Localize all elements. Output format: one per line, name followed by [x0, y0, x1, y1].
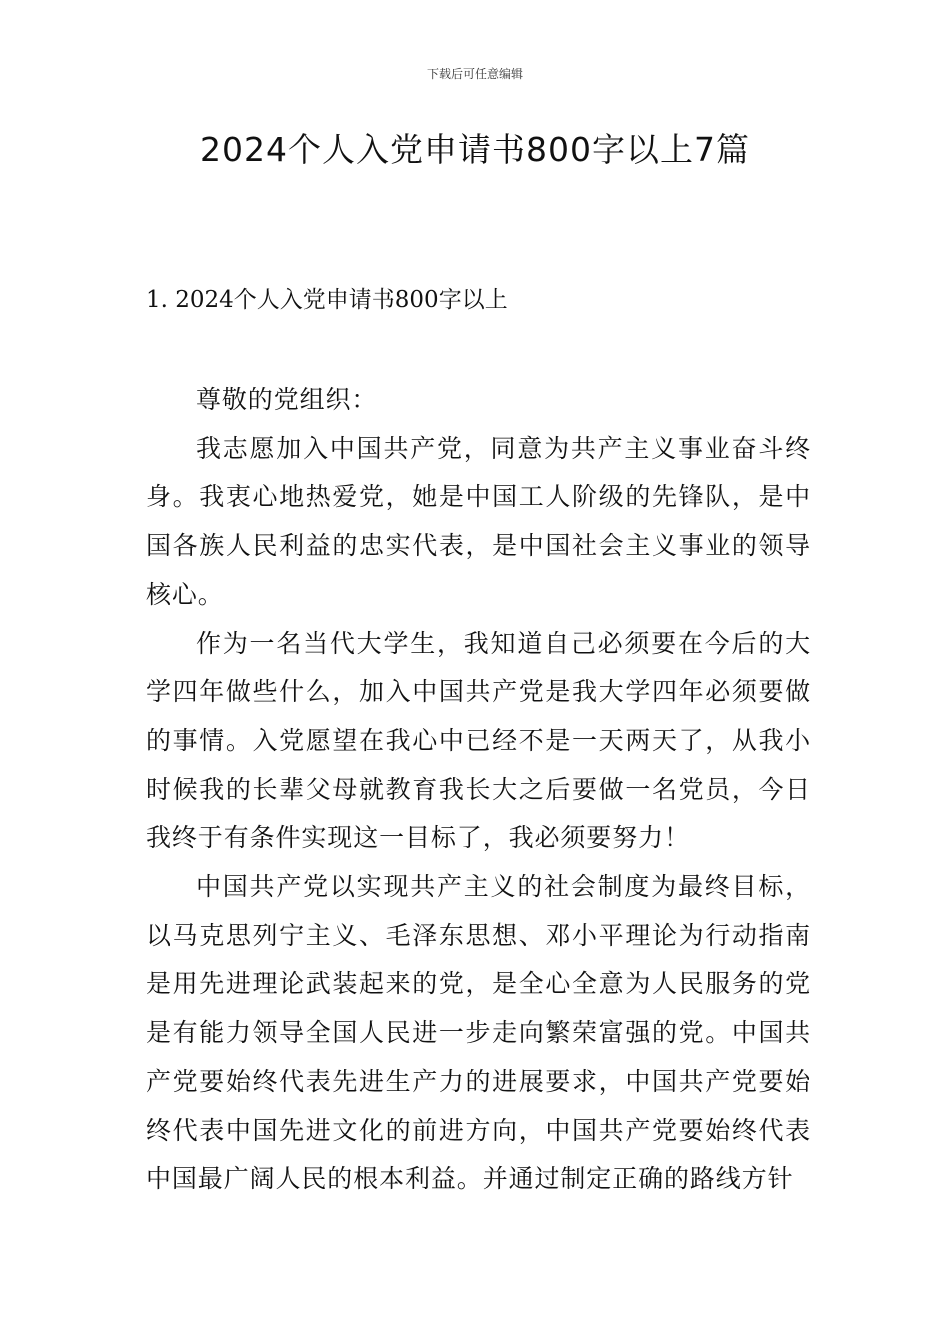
letter-body — [146, 376, 811, 1204]
paragraph-1: 我志愿加入中国共产党，同意为共产主义事业奋斗终身。我衷心地热爱党，她是中国工人阶级的先锋队，是中国各族人民利益的忠实代表，是中国社会主义事业的领导核心。 — [146, 433, 811, 609]
document-title: 2024个人入党申请书800字以上7篇 — [200, 130, 750, 169]
paragraph-2: 作为一名当代大学生，我知道自己必须要在今后的大学四年做些什么，加入中国共产党是我大学四年必须要做的事情。入党愿望在我心中已经不是一天两天了，从我小时候我的长辈父母就教育我长大之后要做一名党员，今日我终于有条件实现这一目标了，我必须要努力！ — [146, 628, 811, 853]
paragraph-3: 中国共产党以实现共产主义的社会制度为最终目标，以马克思列宁主义、毛泽东思想、邓小平理论为行动指南是用先进理论武装起来的党，是全心全意为人民服务的党是有能力领导全国人民进一步走向繁荣富强的党。中国共产党要始终代表先进生产力的进展要求，中国共产党要始终代表中国先进文化的前进方向，中国共产党要始终代表中国最广阔人民的根本利益。并通过制定正确的路线方针 — [146, 872, 811, 1194]
section-heading: 1. 2024个人入党申请书800字以上 — [146, 287, 508, 313]
header-note: 下载后可任意编辑 — [426, 67, 523, 81]
salutation: 尊敬的党组织： — [196, 385, 378, 414]
